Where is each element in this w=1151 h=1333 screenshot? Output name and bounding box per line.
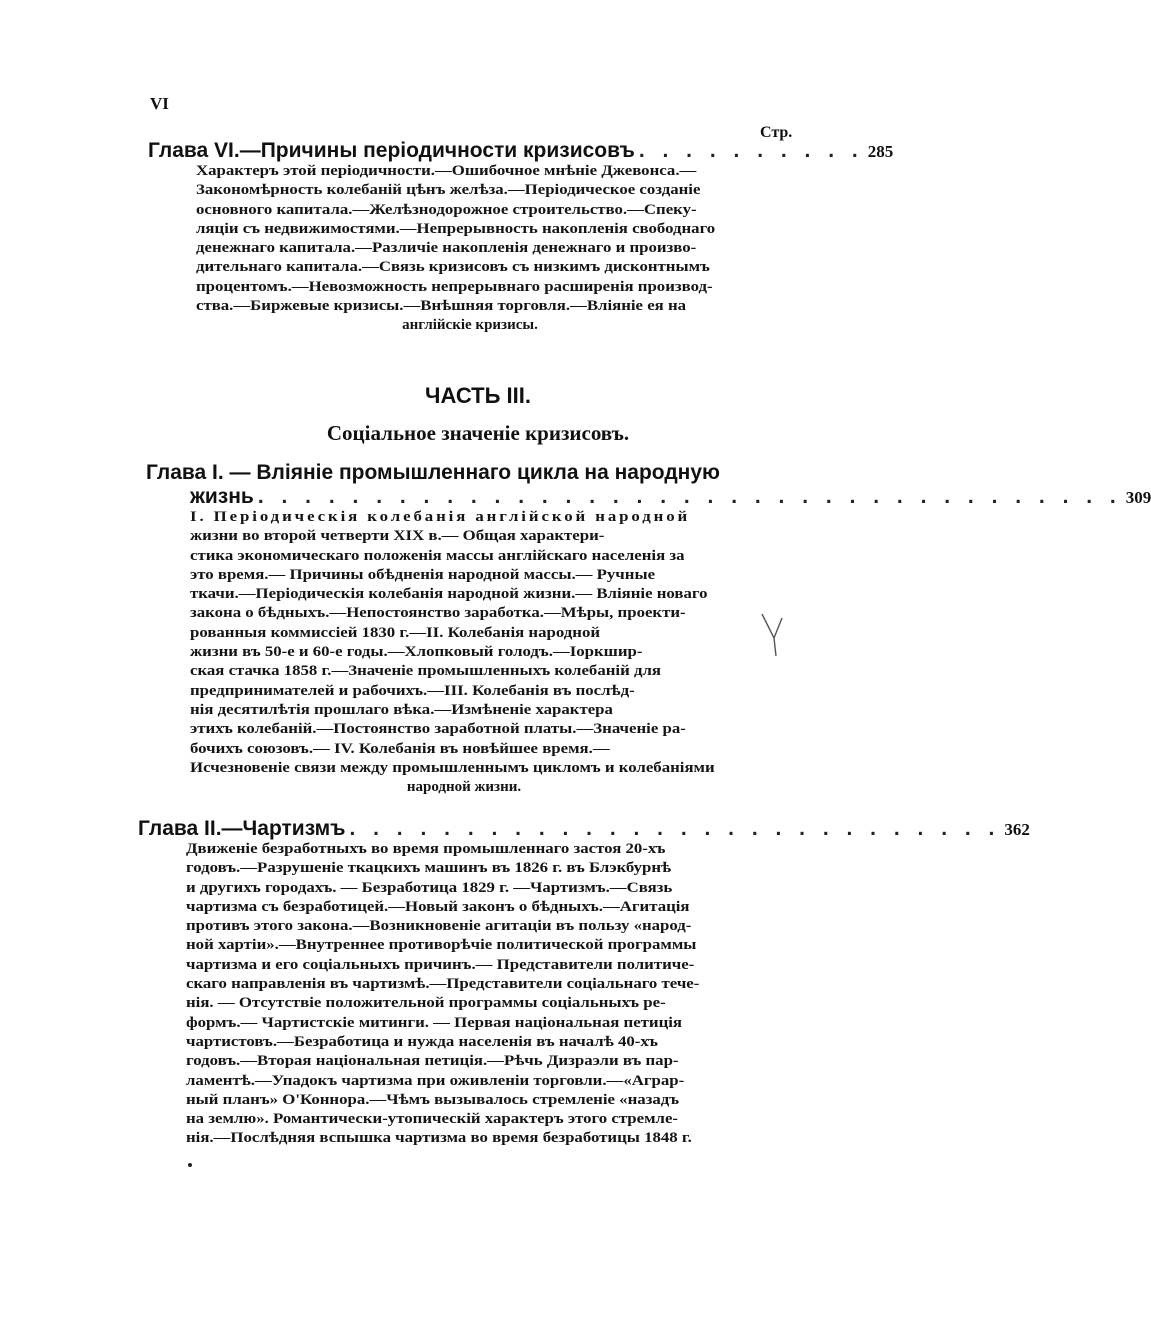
summary-line: это время.— Причины обѣдненія народной массы.— Ручные [190,566,656,583]
summary-line: чартистовъ.—Безработица и нужда населенія въ началѣ 40-хъ [186,1033,658,1050]
summary-line: ной хартіи».—Внутреннее противорѣчіе политической программы [186,937,697,954]
chapter-i-title: Глава I. — Вліяніе промышленнаго цикла на народную [146,461,720,484]
chapter-i-summary [190,508,738,797]
summary-line: основного капитала.—Желѣзнодорожное строительство.—Спеку- [196,201,697,218]
summary-line: денежнаго капитала.—Различіе накопленія денежнаго и произво- [196,240,697,257]
summary-line: Характеръ этой періодичности.—Ошибочное мнѣніе Джевонса.— [196,163,697,179]
part-title: ЧАСТЬ III. [425,383,531,408]
summary-line: формъ.— Чартистскіе митинги. — Первая національная петиція [186,1014,683,1031]
summary-line: скаго направленія въ чартизмѣ.—Представители соціальнаго тече- [186,976,700,993]
chapter-vi-heading [148,139,894,163]
summary-line: жизни въ 50-е и 60-е годы.—Хлопковый голодъ.—Іоркшир- [190,644,643,661]
summary-line: ткачи.—Періодическія колебанія народной жизни.— Вліяніе новаго [190,586,708,603]
summary-line: I. Періодическія колебанія англійской народной [190,509,691,525]
summary-line: противъ этого закона.—Возникновеніе агитаціи въ пользу «народ- [186,918,692,935]
page-column-label: Стр. [760,124,793,141]
summary-line: дительнаго капитала.—Связь кризисовъ съ низкимъ дисконтнымъ [196,259,710,276]
part-subtitle: Соціальное значеніе кризисовъ. [326,421,630,445]
summary-line: этихъ колебаній.—Постоянство заработной платы.—Значеніе ра- [190,721,686,738]
summary-line: жизни во второй четверти XIX в.— Общая характери- [190,528,605,545]
summary-line: нія.—Послѣдняя вспышка чартизма во время безработицы 1848 г. [186,1130,692,1147]
summary-line: Закономѣрность колебаній цѣнъ желѣза.—Періодическое созданіе [196,182,701,199]
summary-line: годовъ.—Разрушеніе ткацкихъ машинъ въ 1826 г. въ Блэкбурнѣ [186,860,672,877]
chapter-ii-summary [186,840,734,1149]
summary-line: Движеніе безработныхъ во время промышленнаго застоя 20-хъ [186,841,666,857]
summary-line: ный планъ» О'Коннора.—Чѣмъ вызывалось стремленіе «назадъ [186,1091,680,1108]
summary-line: предпринимателей и рабочихъ.—III. Колебанія въ послѣд- [190,682,635,699]
page-number: VI [150,94,169,113]
summary-line: ская стачка 1858 г.—Значеніе промышленныхъ колебаній для [190,663,661,680]
summary-line: рованныя коммиссіей 1830 г.—II. Колебанія народной [190,624,601,641]
summary-line: закона о бѣдныхъ.—Непостоянство заработка.—Мѣры, проекти- [190,605,686,622]
summary-line: народной жизни. [406,779,522,796]
summary-line: англійскіе кризисы. [402,317,538,334]
summary-line: годовъ.—Вторая національная петиція.—Рѣчь Дизраэли въ пар- [186,1053,679,1070]
chapter-ii-title: Глава II.—Чартизмъ [138,817,346,840]
chapter-i-title-cont: жизнь [190,485,254,508]
summary-line: Исчезновеніе связи между промышленнымъ цикломъ и колебаніями [190,759,715,776]
summary-line: чартизма съ безработицей.—Новый законъ о бѣдныхъ.—Агитація [186,898,690,915]
chapter-i-heading-line2 [190,485,1151,509]
chapter-vi-page: 285 [867,142,894,161]
chapter-vi-summary [196,162,744,336]
summary-line: чартизма и его соціальныхъ причинъ.— Представители политиче- [186,956,695,973]
chapter-i-page: 309 [1125,488,1151,507]
summary-line: ламентѣ.—Упадокъ чартизма при оживленіи торговли.—«Аграр- [186,1072,685,1089]
leader-dots: . . . . . . . . . . [638,139,864,162]
margin-pencil-mark [760,612,790,658]
summary-line: и другихъ городахъ. — Безработица 1829 г. —Чартизмъ.—Связь [186,879,673,896]
summary-line: стика экономическаго положенія массы англійскаго населенія за [190,547,685,564]
chapter-i-heading-line1 [146,461,746,485]
summary-line: нія. — Отсутствіе положительной программы соціальныхъ ре- [186,995,666,1012]
chapter-ii-page: 362 [1004,820,1030,839]
leader-dots: . . . . . . . . . . . . . . . . . . . . . . . . . . . . [349,817,1001,840]
leader-dots: . . . . . . . . . . . . . . . . . . . . . . . . . . . . . . . . . . . . . [257,485,1122,508]
summary-line: ства.—Биржевые кризисы.—Внѣшняя торговля.—Вліяніе ея на [196,298,687,315]
chapter-ii-heading [138,817,1030,841]
summary-line: ляціи съ недвижимостями.—Непрерывность накопленія свободнаго [196,220,716,237]
summary-line: на землю». Романтически-утопическій характеръ этого стремле- [186,1111,679,1128]
summary-line: бочихъ союзовъ.— IV. Колебанія въ новѣйшее время.— [190,740,610,757]
summary-line: процентомъ.—Невозможность непрерывнаго расширенія производ- [196,278,713,295]
stray-dot [188,1163,192,1167]
summary-line: нія десятилѣтія прошлаго вѣка.—Измѣненіе характера [190,701,613,718]
chapter-vi-title: Глава VI.—Причины періодичности кризисовъ [148,139,635,162]
